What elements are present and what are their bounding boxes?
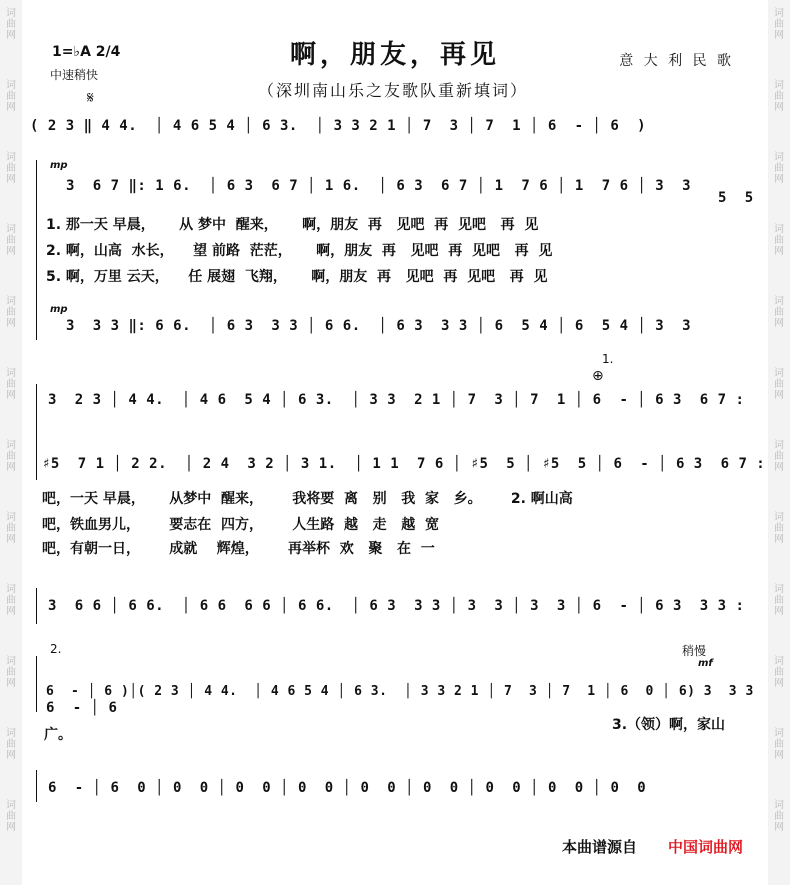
watermark-text: 词 曲 网 bbox=[6, 800, 16, 833]
system-1-bracket bbox=[36, 160, 37, 340]
lyric-verse-1: 1. 那一天 早晨， 从 梦中 醒来， 啊，朋友 再 见吧 再 见吧 再 见 bbox=[46, 217, 539, 233]
system-3-bracket bbox=[36, 656, 37, 712]
system-2-bracket bbox=[36, 384, 37, 480]
watermark-text: 词 曲 网 bbox=[774, 152, 784, 185]
watermark-text: 词 曲 网 bbox=[6, 80, 16, 113]
watermark-text: 词 曲 网 bbox=[774, 368, 784, 401]
watermark-text: 词 曲 网 bbox=[6, 728, 16, 761]
watermark-text: 词 曲 网 bbox=[6, 440, 16, 473]
song-origin: 意 大 利 民 歌 bbox=[619, 53, 734, 69]
watermark-text: 词 曲 网 bbox=[774, 728, 784, 761]
watermark-text: 词 曲 网 bbox=[774, 80, 784, 113]
watermark-text: 词 曲 网 bbox=[774, 584, 784, 617]
watermark-text: 词 曲 网 bbox=[6, 584, 16, 617]
lyric-lead-in: 3.（领）啊，家山 bbox=[612, 717, 726, 733]
watermark-text: 词 曲 网 bbox=[6, 512, 16, 545]
source-site-link[interactable]: 中国词曲网 bbox=[668, 838, 744, 856]
system-3-upper-notes: 6 - │ 6 )│( 2 3 │ 4 4. │ 4 6 5 4 │ 6 3. │ 3 3 2 1 │ 7 3 │ 7 1 │ 6 0 │ 6) 3 3 3 bbox=[46, 684, 754, 699]
source-label: 本曲谱源自 bbox=[562, 838, 638, 856]
watermark-text: 词 曲 网 bbox=[774, 512, 784, 545]
tempo-marking: 中速稍快 bbox=[50, 68, 99, 82]
intro-line: ( 2 3 ‖ 4 4. │ 4 6 5 4 │ 6 3. │ 3 3 2 1 │ 7 3 │ 7 1 │ 6 - │ 6 ) bbox=[30, 118, 647, 134]
system-1-upper-tail: 5 5 bbox=[718, 190, 754, 206]
watermark-text: 词 曲 网 bbox=[6, 224, 16, 257]
watermark-text: 词 曲 网 bbox=[774, 224, 784, 257]
watermark-text: 词 曲 网 bbox=[774, 656, 784, 689]
system-3-lower-notes: 6 - │ 6 0 │ 0 0 │ 0 0 │ 0 0 │ 0 0 │ 0 0 │ 0 0 │ 0 0 │ 0 0 bbox=[48, 780, 647, 796]
lyric-verse-2: 2. 啊，山高 水长， 望 前路 茫茫， 啊，朋友 再 见吧 再 见吧 再 见 bbox=[46, 243, 553, 259]
page-title: 啊，朋友，再见 bbox=[289, 40, 500, 70]
lyric-line-2b: 吧，铁血男儿， 要志在 四方， 人生路 越 走 越 宽 bbox=[42, 517, 439, 533]
watermark-text: 词 曲 网 bbox=[774, 440, 784, 473]
system-2-middle-notes: ♯5 7 1 │ 2 2. │ 2 4 3 2 │ 3 1. │ 1 1 7 6 │ ♯5 5 │ ♯5 5 │ 6 - │ 6 3 6 7 : bbox=[42, 456, 766, 472]
key-signature: 1=♭A 2/4 bbox=[52, 44, 121, 60]
system-3-lower-bracket bbox=[36, 770, 37, 802]
watermark-text: 词 曲 网 bbox=[6, 152, 16, 185]
watermark-text: 词 曲 网 bbox=[6, 656, 16, 689]
dynamic-mp-lower: mp bbox=[50, 304, 68, 315]
system-1-lower-notes: 3 3 3 ‖: 6 6. │ 6 3 3 3 │ 6 6. │ 6 3 3 3 │ 6 5 4 │ 6 5 4 │ 3 3 bbox=[66, 318, 692, 334]
watermark-text: 词 曲 网 bbox=[6, 368, 16, 401]
watermark-text: 词 曲 网 bbox=[774, 8, 784, 41]
segno-icon: 𝄋 bbox=[87, 88, 94, 107]
page-subtitle: （深圳南山乐之友歌队重新填词） bbox=[257, 81, 528, 100]
volta-2: 2. bbox=[50, 642, 62, 656]
system-1-upper-notes: 3 6 7 ‖: 1 6. │ 6 3 6 7 │ 1 6. │ 6 3 6 7 │ 1 7 6 │ 1 7 6 │ 3 3 bbox=[66, 178, 692, 194]
lyric-line-2a: 吧，一天 早晨， 从梦中 醒来， 我将要 离 别 我 家 乡。 2. 啊山高 bbox=[42, 491, 573, 507]
system-2-lower-notes: 3 6 6 │ 6 6. │ 6 6 6 6 │ 6 6. │ 6 3 3 3 │ 3 3 │ 3 3 │ 6 - │ 6 3 3 3 : bbox=[48, 598, 745, 614]
lyric-line-2c: 吧，有朝一日， 成就 辉煌， 再举杯 欢 聚 在 一 bbox=[42, 541, 435, 557]
tempo-slower: 稍慢 bbox=[682, 644, 707, 658]
watermark-text: 词 曲 网 bbox=[774, 800, 784, 833]
watermark-text: 词 曲 网 bbox=[6, 296, 16, 329]
system-2-upper-notes: 3 2 3 │ 4 4. │ 4 6 5 4 │ 6 3. │ 3 3 2 1 │ 7 3 │ 7 1 │ 6 - │ 6 3 6 7 : bbox=[48, 392, 745, 408]
coda-icon: ⊕ bbox=[592, 368, 604, 384]
watermark-text: 词 曲 网 bbox=[774, 296, 784, 329]
volta-1: 1. bbox=[602, 352, 614, 366]
lyric-end: 广。 bbox=[44, 727, 72, 743]
lyric-verse-5: 5. 啊，万里 云天， 任 展翅 飞翔， 啊，朋友 再 见吧 再 见吧 再 见 bbox=[46, 269, 548, 285]
system-3-upper-notes-2: 6 - │ 6 bbox=[46, 700, 118, 716]
dynamic-mf: mf bbox=[698, 658, 713, 669]
watermark-text: 词 曲 网 bbox=[6, 8, 16, 41]
dynamic-mp-upper: mp bbox=[50, 160, 68, 171]
system-2-lower-bracket bbox=[36, 588, 37, 624]
